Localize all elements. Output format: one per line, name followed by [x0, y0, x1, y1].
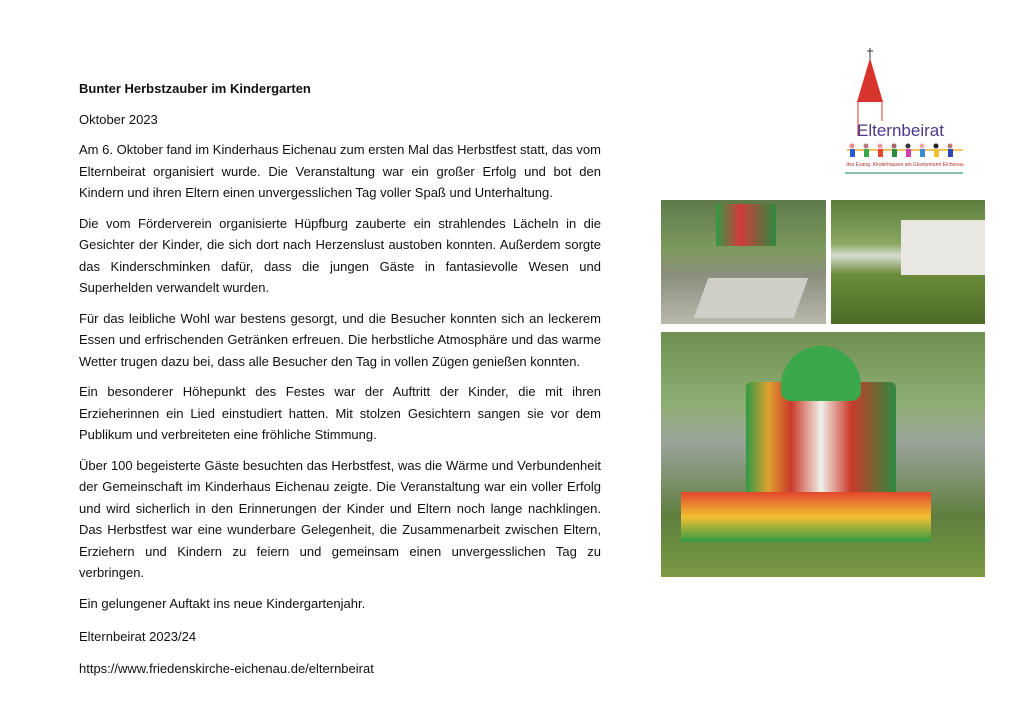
bouncy-castle: [716, 204, 776, 246]
paragraph: Ein gelungener Auftakt ins neue Kindergartenjahr.: [79, 595, 366, 611]
church-tower-icon: [843, 46, 967, 176]
article-date: Oktober 2023: [79, 111, 158, 127]
paragraph: Ein besonderer Höhepunkt des Festes war der Auftritt der Kinder, die mit ihren Erzieherinnen ein Lied einstudiert hatten. Mit stolzen Gesichtern sangen sie vor dem Publikum und verbreiteten eine fröhliche Stimmung.: [79, 384, 601, 442]
paragraph: Am 6. Oktober fand im Kinderhaus Eichenau zum ersten Mal das Herbstfest statt, das vom Elternbeirat organisiert wurde. Die Veranstaltung war ein großer Erfolg und bot den Kindern und ihren Eltern einen unvergesslichen Tag voller Spaß und Unterhaltung.: [79, 142, 601, 200]
photo-bouncy-castle-table: [661, 200, 826, 324]
craft-table: [694, 278, 809, 318]
children-chain-icon: [847, 144, 963, 158]
house: [901, 220, 985, 275]
elternbeirat-logo: [843, 46, 967, 176]
article-title: Bunter Herbstzauber im Kindergarten: [79, 81, 311, 96]
paragraph: Die vom Förderverein organisierte Hüpfburg zauberte ein strahlendes Lächeln in die Gesichter der Kinder, die sich dort nach Herzenslust austoben konnten. Außerdem sorgte das Kinderschminken dafür, dass die jungen Gäste in fantasievolle Wesen und Superhelden verwandelt wurden.: [79, 215, 601, 295]
paragraph: Über 100 begeisterte Gäste besuchten das Herbstfest, was die Wärme und Verbundenheit der Gemeinschaft im Kinderhaus Eichenau zeigte. Die Veranstaltung war ein voller Erfolg und wird sicherlich in den Erinnerungen der Kinder und Eltern noch lange nachklingen. Das Herbstfest war eine wunderbare Gelegenheit, die Zusammenarbeit zwischen Eltern, Erziehern und Kindern zu feiern und gemeinsam einen unvergesslichen Tag zu verbringen.: [79, 457, 601, 580]
website-link[interactable]: https://www.friedenskirche-eichenau.de/elternbeirat: [79, 660, 374, 676]
footer: [79, 626, 374, 689]
photo-garden-benches: [831, 200, 985, 324]
signature: Elternbeirat 2023/24: [79, 629, 197, 644]
dragon-figure: [781, 346, 861, 401]
article: [79, 78, 601, 623]
logo-subtitle: des Evang. Kinderhauses am Glockenturm Eichenau: [846, 162, 964, 168]
logo-title: Elternbeirat: [857, 121, 944, 140]
paragraph: Für das leibliche Wohl war bestens gesorgt, und die Besucher konnten sich an leckerem Essen und erfrischenden Getränken erfreuen. Die herbstliche Atmosphäre und das warme Wetter trugen dazu bei, dass alle Besucher den Tag in vollen Zügen genießen konnten.: [79, 310, 601, 369]
bouncy-castle-base: [681, 492, 931, 542]
photo-dragon-bouncy-castle: [661, 332, 985, 577]
